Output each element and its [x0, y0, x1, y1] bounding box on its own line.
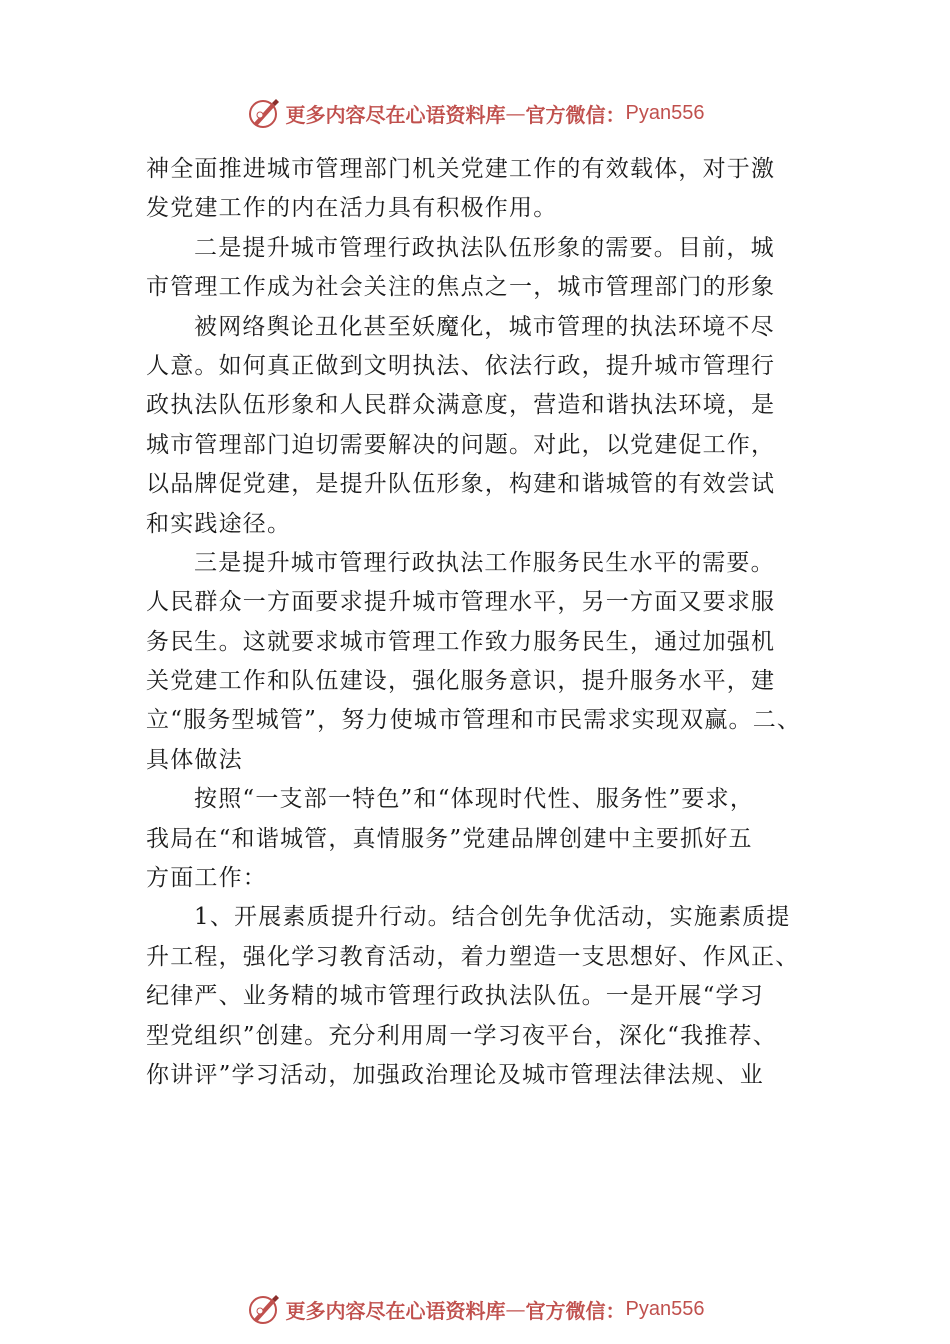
banner-wechat-id: Pyan556 — [625, 1297, 705, 1320]
banner-main-text: 更多内容尽在心语资料库 — [285, 102, 506, 127]
text-line: 立“服务型城管”，努力使城市管理和市民需求实现双赢。二、 — [146, 707, 802, 734]
text-line: 1、开展素质提升行动。结合创先争优活动，实施素质提 — [194, 904, 791, 931]
text-line: 我局在“和谐城管，真情服务”党建品牌创建中主要抓好五 — [146, 825, 753, 852]
banner-wechat-label: 官方微信： — [525, 102, 626, 127]
text-line: 务民生。这就要求城市管理工作致力服务民生，通过加强机 — [146, 628, 776, 655]
banner-wechat-id: Pyan556 — [625, 101, 705, 124]
text-line: 被网络舆论丑化甚至妖魔化，城市管理的执法环境不尽 — [194, 313, 775, 340]
text-line: 市管理工作成为社会关注的焦点之一，城市管理部门的形象 — [146, 274, 776, 301]
text-line: 三是提升城市管理行政执法工作服务民生水平的需要。 — [194, 549, 775, 576]
text-line: 方面工作： — [146, 865, 267, 892]
text-line: 城市管理部门迫切需要解决的问题。对此，以党建促工作， — [146, 431, 776, 458]
text-line: 纪律严、业务精的城市管理行政执法队伍。一是开展“学习 — [146, 983, 764, 1010]
text-line: 政执法队伍形象和人民群众满意度，营造和谐执法环境，是 — [146, 392, 776, 419]
text-line: 人意。如何真正做到文明执法、依法行政，提升城市管理行 — [146, 352, 776, 379]
header-banner — [0, 93, 950, 133]
text-line: 你讲评”学习活动，加强政治理论及城市管理法律法规、业 — [146, 1061, 764, 1088]
text-line: 具体做法 — [146, 746, 243, 773]
banner-dash: — — [505, 101, 526, 125]
text-line: 人民群众一方面要求提升城市管理水平，另一方面又要求服 — [146, 589, 776, 616]
footer-banner — [0, 1289, 950, 1329]
text-line: 升工程，强化学习教育活动，着力塑造一支思想好、作风正、 — [146, 943, 800, 970]
text-line: 神全面推进城市管理部门机关党建工作的有效载体，对于激 — [146, 156, 776, 182]
pen-logo-icon — [246, 95, 282, 131]
banner-wechat-label: 官方微信： — [525, 1298, 626, 1323]
text-line: 二是提升城市管理行政执法队伍形象的需要。目前，城 — [194, 234, 775, 261]
text-line: 型党组织”创建。充分利用周一学习夜平台，深化“我推荐、 — [146, 1022, 777, 1049]
text-line: 关党建工作和队伍建设，强化服务意识，提升服务水平，建 — [146, 668, 776, 695]
banner-main-text: 更多内容尽在心语资料库 — [285, 1298, 506, 1323]
text-line: 以品牌促党建，是提升队伍形象，构建和谐城管的有效尝试 — [146, 471, 776, 498]
text-line: 和实践途径。 — [146, 510, 292, 537]
text-line: 按照“一支部一特色”和“体现时代性、服务性”要求， — [194, 786, 755, 813]
text-line: 发党建工作的内在活力具有积极作用。 — [146, 195, 558, 222]
document-body — [146, 150, 806, 1095]
banner-dash: — — [505, 1297, 526, 1321]
pen-logo-icon — [246, 1291, 282, 1327]
